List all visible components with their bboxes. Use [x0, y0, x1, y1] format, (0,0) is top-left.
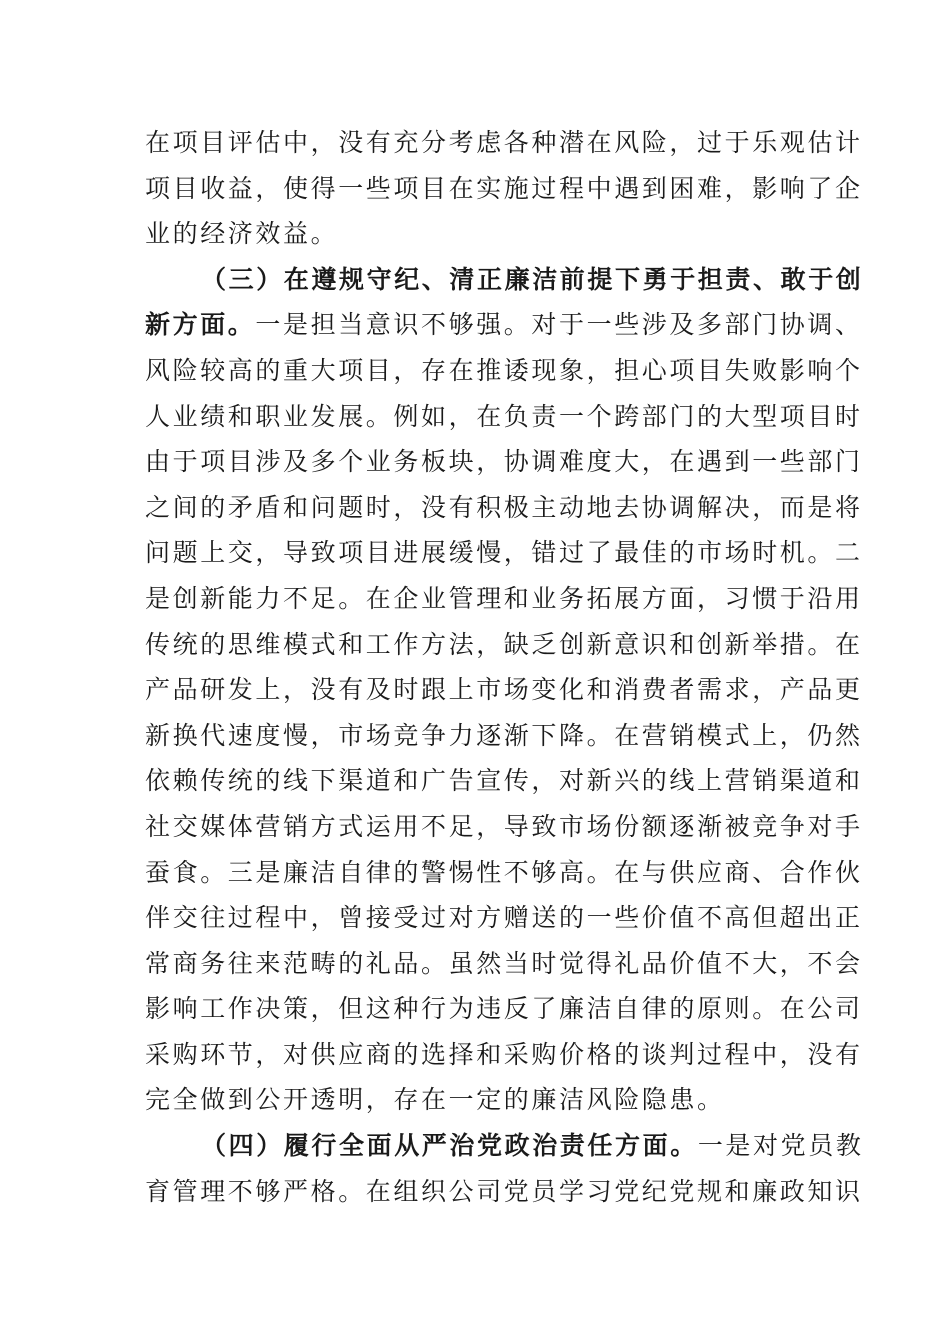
section-heading-3: （三）在遵规守纪、清正廉洁前提下勇于担责、敢于创	[201, 264, 864, 294]
section-heading-3-end: 新方面。	[145, 310, 256, 340]
paragraph-line: 完全做到公开透明，存在一定的廉洁风险隐患。	[145, 1085, 725, 1115]
paragraph-line: 项目收益，使得一些项目在实施过程中遇到困难，影响了企	[145, 173, 863, 203]
paragraph-line: 在项目评估中，没有充分考虑各种潜在风险，过于乐观估计	[145, 128, 863, 157]
paragraph-line	[145, 1123, 864, 1169]
paragraph-line: 由于项目涉及多个业务板块，协调难度大，在遇到一些部门	[145, 447, 863, 477]
paragraph-line: 新换代速度慢，市场竞争力逐渐下降。在营销模式上，仍然	[145, 720, 863, 750]
paragraph-line: 蚕食。三是廉洁自律的警惕性不够高。在与供应商、合作伙	[145, 857, 863, 887]
paragraph-text: 一是对党员教	[697, 1131, 864, 1161]
paragraph-line: 之间的矛盾和问题时，没有积极主动地去协调解决，而是将	[145, 492, 863, 522]
paragraph-line	[145, 302, 863, 348]
paragraph-line: 影响工作决策，但这种行为违反了廉洁自律的原则。在公司	[145, 994, 863, 1024]
paragraph-line: 依赖传统的线下渠道和广告宣传，对新兴的线上营销渠道和	[145, 766, 863, 796]
document-body	[145, 120, 864, 1214]
paragraph-line: 问题上交，导致项目进展缓慢，错过了最佳的市场时机。二	[145, 538, 863, 568]
paragraph-line: 社交媒体营销方式运用不足，导致市场份额逐渐被竞争对手	[145, 811, 863, 841]
paragraph-line: 风险较高的重大项目，存在推诿现象，担心项目失败影响个	[145, 355, 863, 385]
paragraph-line: 伴交往过程中，曾接受过对方赠送的一些价值不高但超出正	[145, 903, 863, 933]
paragraph-line: 育管理不够严格。在组织公司党员学习党纪党规和廉政知识	[145, 1176, 863, 1206]
paragraph-line: 人业绩和职业发展。例如，在负责一个跨部门的大型项目时	[145, 401, 863, 431]
paragraph-line: 是创新能力不足。在企业管理和业务拓展方面，习惯于沿用	[145, 583, 863, 613]
paragraph-line: 业的经济效益。	[145, 219, 339, 249]
paragraph-line: 传统的思维模式和工作方法，缺乏创新意识和创新举措。在	[145, 629, 863, 659]
paragraph-line: 常商务往来范畴的礼品。虽然当时觉得礼品价值不大，不会	[145, 948, 863, 978]
paragraph-text: 一是担当意识不够强。对于一些涉及多部门协调、	[255, 310, 863, 340]
paragraph-line: 产品研发上，没有及时跟上市场变化和消费者需求，产品更	[145, 675, 863, 705]
section-heading-4: （四）履行全面从严治党政治责任方面。	[201, 1131, 698, 1161]
paragraph-line: 采购环节，对供应商的选择和采购价格的谈判过程中，没有	[145, 1039, 863, 1069]
